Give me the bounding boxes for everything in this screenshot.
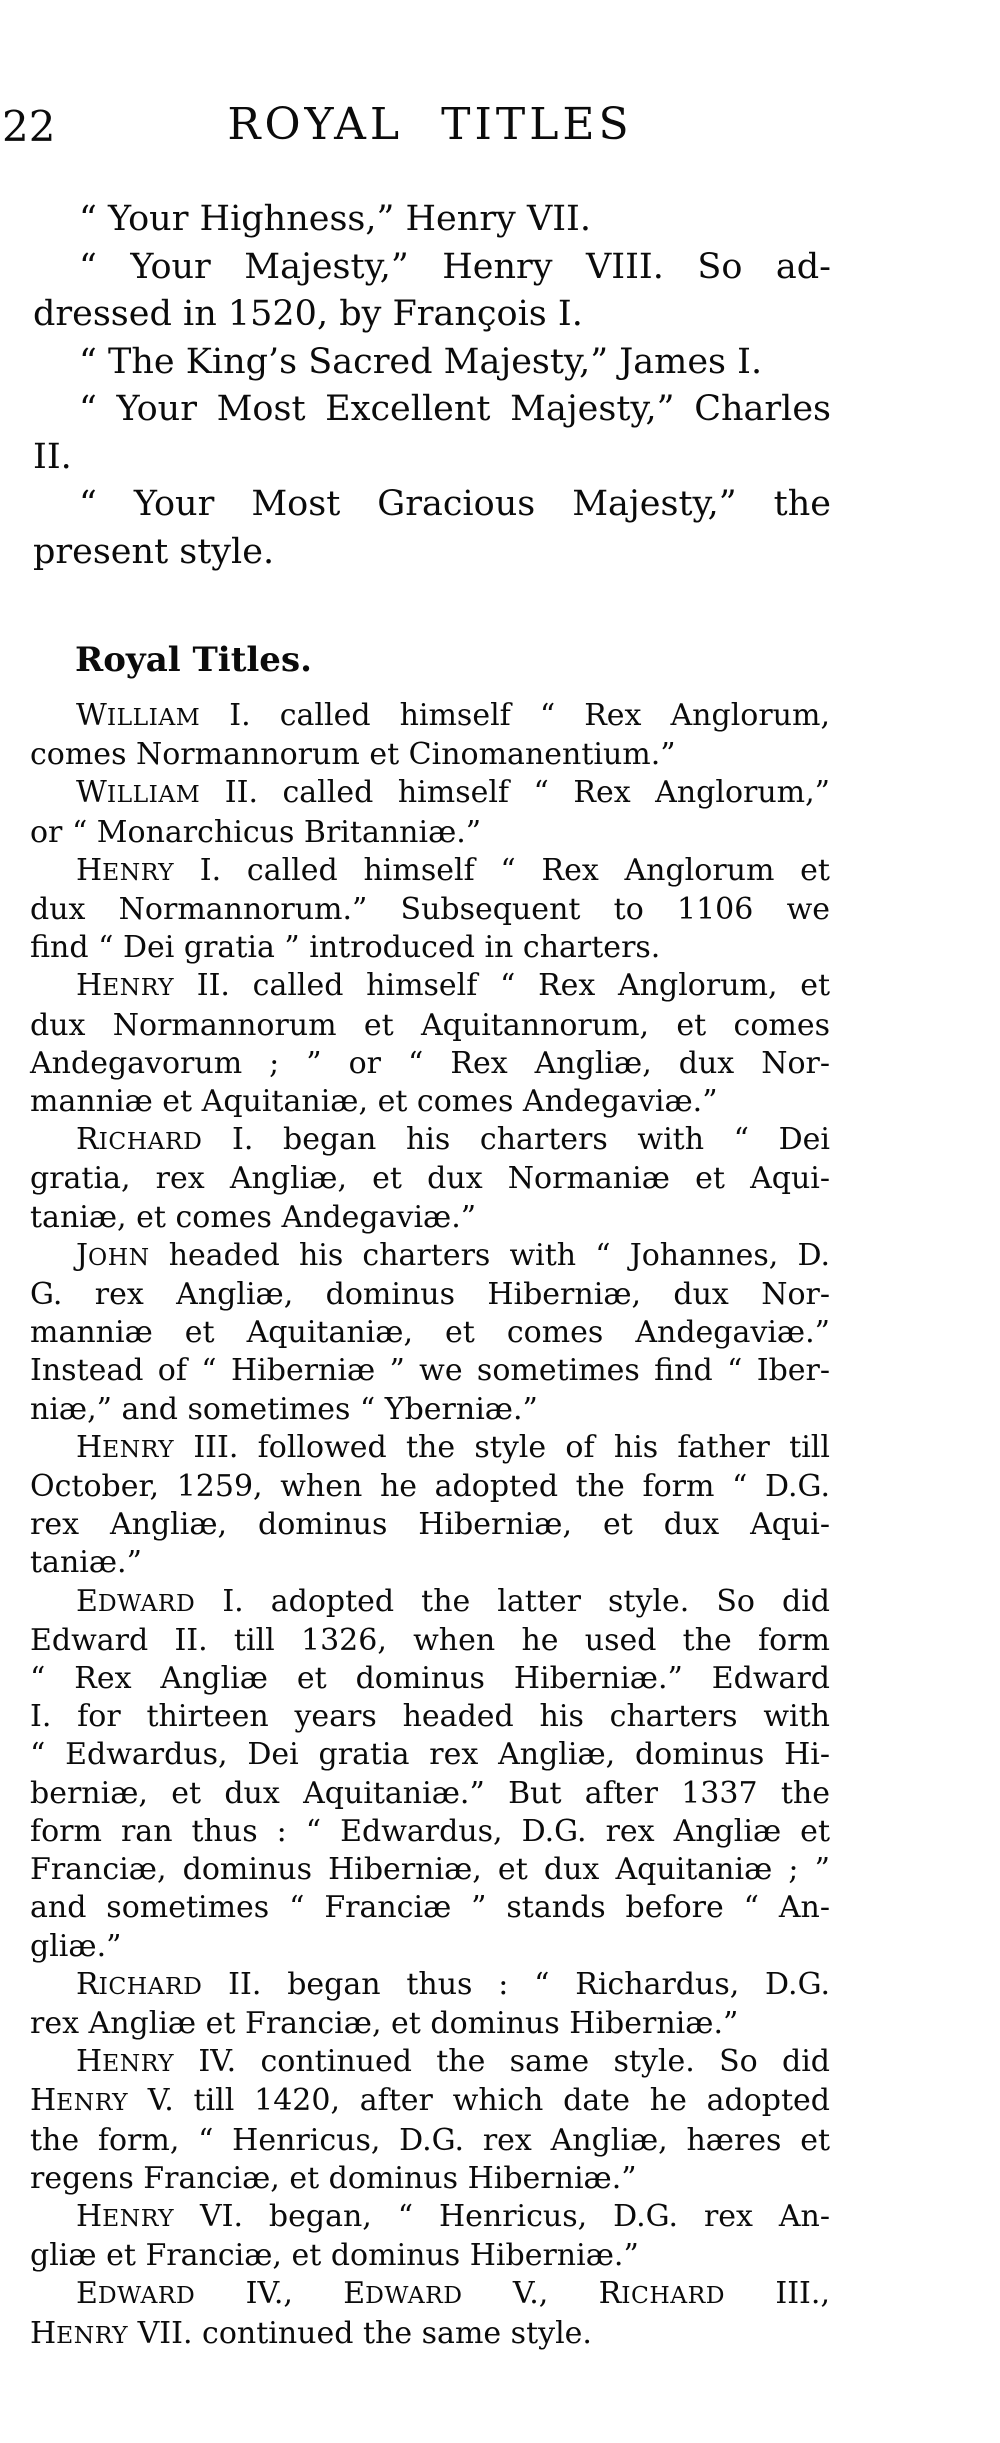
paragraph [33, 339, 831, 387]
small-caps-name: DWARD [97, 2281, 196, 2310]
text-line: form ran thus : “ Edwardus, D.G. rex Angliæ et [30, 1813, 830, 1849]
text-line: gliæ et Franciæ, et dominus Hiberniæ.” [30, 2238, 639, 2274]
text-line: “ Edwardus, Dei gratia rex Angliæ, dominus Hi- [30, 1737, 830, 1773]
text-line: RICHARD I. began his charters with “ Dei [76, 1122, 830, 1158]
small-caps-name: ENRY [102, 857, 175, 886]
small-caps-name: ENRY [102, 2203, 175, 2232]
text-line: EDWARD I. adopted the latter style. So did [76, 1583, 830, 1619]
text-line: Edward II. till 1326, when he used the form [30, 1622, 830, 1658]
text-line: II. [33, 436, 72, 477]
running-title: ROYAL TITLES [227, 99, 633, 150]
text-line: “ Rex Angliæ et dominus Hiberniæ.” Edward [30, 1661, 830, 1697]
page-number: 22 [2, 102, 56, 151]
text-line: manniæ et Aquitaniæ, et comes Andegaviæ.” [30, 1084, 718, 1120]
text-line: comes Normannorum et Cinomanentium.” [30, 737, 676, 773]
text-line: I. for thirteen years headed his charters with [30, 1699, 830, 1735]
paragraph [33, 196, 831, 244]
text-line: and sometimes “ Franciæ ” stands before “ An- [30, 1890, 830, 1926]
small-caps-name: ICHARD [98, 1971, 203, 2000]
small-caps-name: ICHARD [621, 2281, 726, 2310]
text-line: WILLIAM II. called himself “ Rex Anglorum,” [76, 775, 830, 811]
text-line: Franciæ, dominus Hiberniæ, et dux Aquitaniæ ; ” [30, 1852, 830, 1888]
text-line: “ Your Majesty,” Henry VIII. So ad- [79, 246, 831, 287]
text-line: present style. [33, 531, 275, 572]
paragraph [33, 386, 831, 481]
section-heading: Royal Titles. [75, 640, 312, 680]
small-caps-name: ENRY [56, 2320, 129, 2349]
text-line: HENRY II. called himself “ Rex Anglorum, et [76, 968, 830, 1004]
small-caps-name: OHN [88, 1242, 150, 1271]
text-line: “ Your Highness,” Henry VII. [79, 199, 591, 239]
text-line: find “ Dei gratia ” introduced in charters. [30, 930, 661, 966]
paragraph [30, 1429, 830, 1583]
paragraph [30, 852, 830, 968]
text-line: rex Angliæ, dominus Hiberniæ, et dux Aqui- [30, 1507, 830, 1543]
text-line: HENRY VII. continued the same style. [30, 2315, 592, 2351]
text-line: WILLIAM I. called himself “ Rex Anglorum, [76, 698, 830, 733]
text-line: “ Your Most Excellent Majesty,” Charles [79, 389, 831, 429]
intro-section [33, 196, 831, 576]
small-caps-name: ENRY [56, 2088, 129, 2117]
paragraph [30, 2275, 830, 2353]
text-line: HENRY IV. continued the same style. So did [76, 2044, 830, 2080]
text-line: the form, “ Henricus, D.G. rex Angliæ, hæres et [30, 2122, 830, 2158]
text-line: rex Angliæ et Franciæ, et dominus Hiberniæ.” [30, 2005, 739, 2041]
text-line: “ Your Most Gracious Majesty,” the [79, 484, 831, 524]
text-line: EDWARD IV., EDWARD V., RICHARD III., [76, 2276, 830, 2312]
small-caps-name: ICHARD [98, 1127, 203, 1156]
text-line: Andegavorum ; ” or “ Rex Angliæ, dux Nor- [30, 1045, 830, 1081]
paragraph [30, 2043, 830, 2198]
text-line: HENRY VI. began, “ Henricus, D.G. rex An- [76, 2198, 830, 2234]
paragraph [30, 1121, 830, 1237]
text-line: taniæ, et comes Andegaviæ.” [30, 1199, 477, 1235]
text-line: regens Franciæ, et dominus Hiberniæ.” [30, 2160, 637, 2196]
paragraph [30, 1237, 830, 1429]
text-line: RICHARD II. began thus : “ Richardus, D.G. [76, 1966, 830, 2002]
text-line: dux Normannorum et Aquitannorum, et comes [30, 1007, 830, 1043]
small-caps-name: ENRY [102, 1434, 175, 1463]
royal-titles-section [30, 697, 830, 2354]
text-line: HENRY V. till 1420, after which date he adopted [30, 2083, 830, 2119]
paragraph [30, 2198, 830, 2275]
text-line: manniæ et Aquitaniæ, et comes Andegaviæ.” [30, 1315, 830, 1351]
paragraph [30, 1966, 830, 2043]
paragraph [33, 244, 831, 339]
text-line: taniæ.” [30, 1545, 142, 1581]
text-line: dressed in 1520, by François I. [33, 294, 583, 334]
text-line: JOHN headed his charters with “ Johannes, D. [76, 1237, 830, 1273]
small-caps-name: DWARD [97, 1588, 196, 1617]
paragraph [30, 967, 830, 1121]
text-line: Instead of “ Hiberniæ ” we sometimes find “ Iber- [30, 1353, 830, 1389]
text-line: gratia, rex Angliæ, et dux Normaniæ et Aqui- [30, 1161, 830, 1197]
text-line: “ The King’s Sacred Majesty,” James I. [79, 341, 763, 382]
small-caps-name: ENRY [102, 973, 175, 1002]
text-line: HENRY III. followed the style of his father till [76, 1429, 830, 1465]
paragraph [30, 1583, 830, 1966]
text-line: HENRY I. called himself “ Rex Anglorum et [76, 852, 830, 888]
text-line: G. rex Angliæ, dominus Hiberniæ, dux Nor- [30, 1277, 830, 1313]
paragraph [30, 697, 830, 774]
text-line: berniæ, et dux Aquitaniæ.” But after 1337 the [30, 1775, 830, 1811]
text-line: gliæ.” [30, 1928, 122, 1964]
small-caps-name: ENRY [102, 2049, 175, 2078]
paragraph [30, 774, 830, 851]
text-line: or “ Monarchicus Britanniæ.” [30, 814, 482, 850]
small-caps-name: DWARD [365, 2281, 463, 2310]
paragraph [33, 481, 831, 576]
text-line: October, 1259, when he adopted the form “ D.G. [30, 1469, 830, 1505]
text-line: niæ,” and sometimes “ Yberniæ.” [30, 1391, 538, 1427]
small-caps-name: ILLIAM [106, 780, 201, 809]
text-line: dux Normannorum.” Subsequent to 1106 we [30, 892, 830, 928]
small-caps-name: ILLIAM [106, 703, 201, 731]
